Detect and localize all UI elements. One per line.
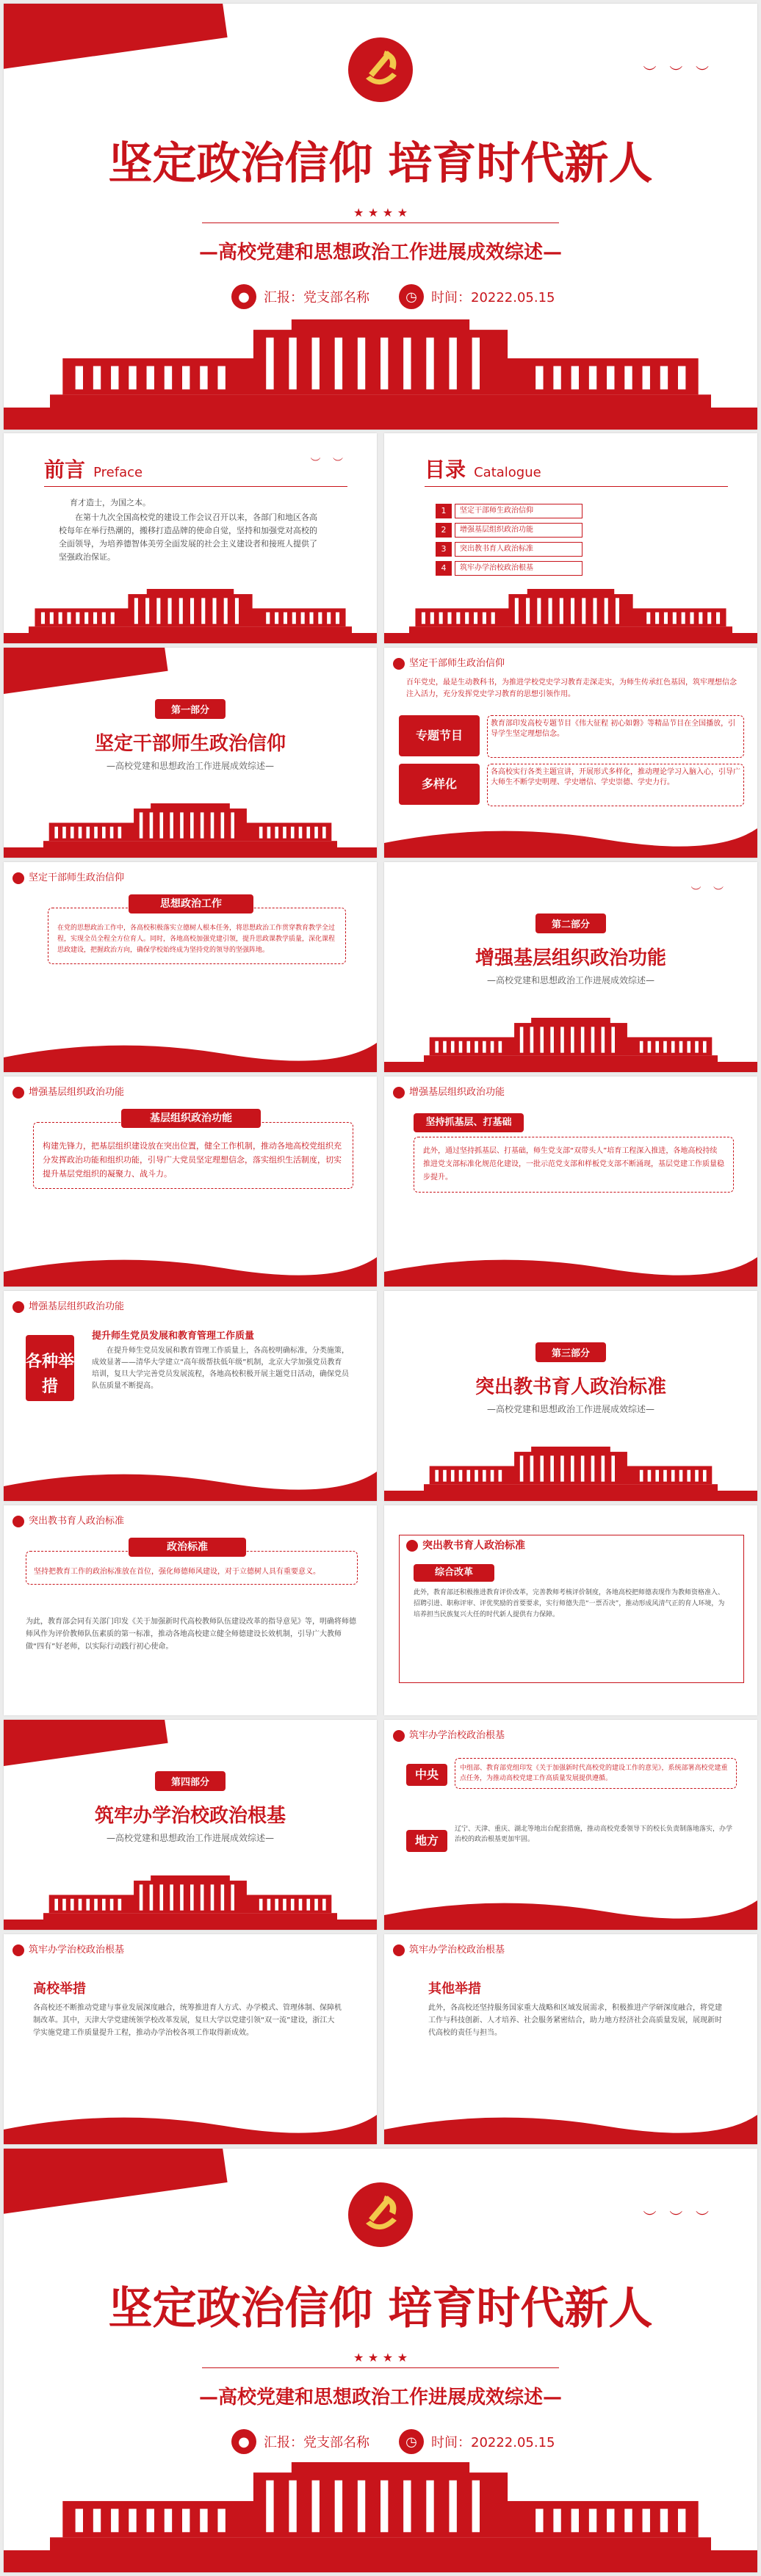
body-text: 各高校还不断推动党建与事业发展深度融合，统筹推进育人方式、办学模式、管理体制、保障机制改革。其中，天津大学党建统领学校改革发展，复旦大学以党建引领“双一流”建设，浙江大学实施党建工作质量提升工程，推动办学治校各项工作取得新成效。: [33, 2004, 342, 2037]
section-tag: 坚定干部师生政治信仰: [393, 655, 505, 670]
heading: 提升师生党员发展和教育管理工作质量: [92, 1331, 255, 1342]
part-badge: 第四部分: [155, 1771, 226, 1791]
part-subtitle: —高校党建和思想政治工作进展成效综述—: [486, 975, 654, 985]
item-number: 1: [436, 504, 452, 518]
cover-stars: ★ ★ ★ ★: [353, 206, 408, 220]
reporter-label: 汇报：党支部名称: [264, 2435, 369, 2450]
birds-icon: ︶ ︶: [690, 886, 728, 898]
box-text: 此外，通过坚持抓基层、打基础，师生党支部“双带头人”培育工程深入推进，各地高校持续推进党支部标准化规范化建设，一批示范党支部和样板党支部不断涌现，基层党建工作质量稳步提升。: [414, 1137, 734, 1193]
preface-p2: 在第十九次全国高校党的建设工作会议召开以来，各部门和地区各高校每年在举行热潮的，搬移打造品牌的使命自觉，坚持和加强党对高校的全面领导，为培养德智体美劳全面发展的社会主义建设者和接班人提供了坚强政治保证。: [59, 513, 317, 562]
box-text: 在党的思想政治工作中，各高校积极落实立德树人根本任务，将思想政治工作贯穿教育教学全过程，实现全员全程全方位育人。同时，各地高校加强党建引领，提升思政课教学质量，深化课程思政建设，把握政治方向，确保学校始终成为坚持党的领导的坚强阵地。: [48, 908, 346, 964]
catalogue-item-3[interactable]: [436, 542, 583, 557]
item-label: 突出教书育人政治标准: [455, 542, 583, 557]
ground-band: [4, 847, 377, 858]
end-slide: [4, 2149, 757, 2572]
block2-title: 多样化: [399, 764, 480, 805]
row1-text: 中组部、教育部党组印发《关于加强新时代高校党的建设工作的意见》，系统部署高校党建重点任务，为推动高校党建工作高质量发展提供遵循。: [455, 1758, 737, 1789]
wave-decoration: [384, 1242, 757, 1287]
section-tag: 突出教书育人政治标准: [406, 1538, 525, 1552]
divider-line: [202, 2367, 559, 2368]
part-subtitle: —高校党建和思想政治工作进展成效综述—: [106, 761, 274, 771]
building-illustration: [50, 2462, 711, 2550]
catalogue-title-en: Catalogue: [474, 465, 541, 480]
part1-slide: [4, 648, 377, 858]
part3-slide: [384, 1291, 757, 1501]
cover-slide: [4, 4, 757, 430]
part4-slide: [4, 1720, 377, 1930]
preface-slide: [4, 433, 377, 643]
building-illustration: [50, 319, 711, 408]
catalogue-item-2[interactable]: [436, 523, 583, 538]
block1-text: 教育部印发高校专题节目《伟大征程 初心如磐》等精品节目在全国播放，引导学生坚定理想信念。: [487, 715, 744, 758]
building-illustration: [424, 1018, 718, 1062]
catalogue-list: [436, 504, 583, 580]
cover-title: 坚定政治信仰 培育时代新人: [108, 138, 653, 189]
wave-decoration: [384, 1886, 757, 1930]
part-subtitle: —高校党建和思想政治工作进展成效综述—: [106, 1833, 274, 1843]
part-subtitle: —高校党建和思想政治工作进展成效综述—: [486, 1404, 654, 1414]
clock-icon: ◷: [399, 284, 424, 309]
part-title: 增强基层组织政治功能: [475, 947, 666, 969]
party-emblem-icon: [344, 33, 417, 106]
divider-line: [202, 222, 559, 223]
time-label: 时间：20222.05.15: [431, 290, 555, 305]
catalogue-item-1[interactable]: [436, 504, 583, 518]
catalogue-slide: [384, 433, 757, 643]
part-badge: 第一部分: [155, 699, 226, 719]
box-title: 坚持抓基层、打基础: [414, 1113, 524, 1132]
clock-icon: ◷: [399, 2429, 424, 2454]
preface-title: 前言: [44, 457, 86, 482]
body-text: 为此，教育部会同有关部门印发《关于加强新时代高校教师队伍建设改革的指导意见》等，明确将师德师风作为评价教师队伍素质的第一标准，推动各地高校建立健全师德建设长效机制，引导广大教师做“四有”好老师，以实际行动践行初心使命。: [26, 1618, 356, 1651]
part2-slide: [384, 862, 757, 1072]
section-tag: 增强基层组织政治功能: [393, 1084, 505, 1099]
part-badge: 第二部分: [535, 913, 606, 933]
block1-title: 专题节目: [399, 715, 480, 756]
ground-band: [4, 408, 757, 430]
part-title: 坚定干部师生政治信仰: [94, 733, 286, 755]
ground-band: [384, 1062, 757, 1072]
row2-text: 辽宁、天津、重庆、湖北等地出台配套措施，推动高校党委领导下的校长负责制落地落实，办学治校的政治根基更加牢固。: [455, 1826, 733, 1843]
ground-band: [384, 633, 757, 643]
content-slide-7: [4, 1077, 377, 1287]
body-text: 在提升师生党员发展和教育管理工作质量上，各高校明确标准，分类施策，成效显著——清华大学建立“高年级帮扶低年级”机制，北京大学加强党员教育培训，复旦大学完善党员发展流程，各地高校积极开展主题党日活动，确保党员队伍质量不断提高。: [92, 1347, 349, 1390]
birds-icon: ︶ ︶: [310, 457, 347, 469]
item-label: 坚定干部师生政治信仰: [455, 504, 583, 518]
content-slide-14: [384, 1720, 757, 1930]
box-title: 综合改革: [414, 1564, 494, 1582]
box-title: 思想政治工作: [129, 894, 253, 913]
row2-label: 地方: [406, 1830, 447, 1852]
box-text: 构建先锋力，把基层组织建设放在突出位置，健全工作机制，推动各地高校党组织充分发挥政治功能和组织功能，引导广大党员坚定理想信念，落实组织生活制度，切实提升基层党组织的凝聚力、战斗力。: [33, 1122, 353, 1189]
part-badge: 第三部分: [535, 1342, 606, 1362]
reporter-row: [231, 284, 555, 309]
time-label: 时间：20222.05.15: [431, 2435, 555, 2450]
wave-decoration: [4, 2100, 377, 2144]
preface-p1: 育才造士，为国之本。: [70, 498, 151, 507]
intro-text: 百年党史，最是生动教科书，为推进学校党史学习教育走深走实，为师生传承红色基因，筑牢理想信念注入活力，充分发挥党史学习教育的思想引领作用。: [406, 679, 737, 698]
reporter-label: 汇报：党支部名称: [264, 290, 369, 305]
part-title: 筑牢办学治校政治根基: [94, 1805, 286, 1827]
content-slide-16: [384, 1934, 757, 2144]
catalogue-title: 目录: [425, 457, 466, 482]
box-title: 政治标准: [129, 1538, 246, 1557]
row1-label: 中央: [406, 1764, 447, 1786]
catalogue-item-4[interactable]: [436, 561, 583, 576]
side-title: 各种举措: [26, 1335, 74, 1401]
content-slide-12: [384, 1505, 757, 1715]
box-title: 基层组织政治功能: [121, 1109, 261, 1128]
birds-icon: ︶ ︶ ︶: [643, 65, 713, 81]
section-tag: 增强基层组织政治功能: [12, 1084, 124, 1099]
item-label: 筑牢办学治校政治根基: [455, 561, 583, 576]
preface-title-row: [44, 454, 143, 483]
wave-decoration: [4, 1242, 377, 1287]
building-illustration: [29, 589, 352, 633]
corner-decoration: [4, 648, 168, 698]
item-label: 增强基层组织政治功能: [455, 523, 583, 538]
ground-band: [384, 1491, 757, 1501]
user-icon: ●: [231, 284, 256, 309]
ground-band: [4, 633, 377, 643]
section-tag: 筑牢办学治校政治根基: [12, 1942, 124, 1956]
reporter-row: [231, 2429, 555, 2454]
end-title: 坚定政治信仰 培育时代新人: [108, 2283, 653, 2334]
party-emblem-icon: [344, 2178, 417, 2251]
preface-title-en: Preface: [93, 465, 143, 480]
user-icon: ●: [231, 2429, 256, 2454]
block2-text: 各高校实行各类主题宣讲，开展形式多样化，推动理论学习入脑入心，引导广大师生不断学史明理、学史增信、学史崇德、学史力行。: [487, 764, 744, 806]
section-tag: 筑牢办学治校政治根基: [393, 1727, 505, 1742]
wave-decoration: [384, 814, 757, 858]
block-title: 其他举措: [428, 1981, 481, 1997]
end-subtitle: —高校党建和思想政治工作进展成效综述—: [198, 2387, 562, 2409]
wave-decoration: [4, 1028, 377, 1072]
building-illustration: [424, 1447, 718, 1491]
content-slide-15: [4, 1934, 377, 2144]
corner-decoration: [4, 4, 228, 72]
content-slide-9: [4, 1291, 377, 1501]
item-number: 4: [436, 561, 452, 576]
section-tag: 坚定干部师生政治信仰: [12, 869, 124, 884]
building-illustration: [43, 1875, 337, 1920]
cover-subtitle: —高校党建和思想政治工作进展成效综述—: [198, 242, 562, 264]
part-title: 突出教书育人政治标准: [475, 1376, 666, 1398]
ground-band: [4, 1920, 377, 1930]
section-tag: 增强基层组织政治功能: [12, 1298, 124, 1313]
section-tag: 筑牢办学治校政治根基: [393, 1942, 505, 1956]
block-title: 高校举措: [33, 1981, 86, 1997]
end-stars: ★ ★ ★ ★: [353, 2351, 408, 2365]
corner-decoration: [4, 1720, 168, 1770]
catalogue-line: [425, 486, 728, 487]
wave-decoration: [4, 1457, 377, 1501]
item-number: 3: [436, 542, 452, 557]
building-illustration: [409, 589, 732, 633]
wave-decoration: [384, 2100, 757, 2144]
body-text: 此外，各高校还坚持服务国家重大战略和区域发展需求，积极推进产学研深度融合，将党建工作与科技创新、人才培养、社会服务紧密结合，助力地方经济社会高质量发展，展现新时代高校的责任与担当。: [428, 2004, 722, 2037]
content-slide-4: [384, 648, 757, 858]
content-slide-5: [4, 862, 377, 1072]
building-illustration: [43, 803, 337, 847]
catalogue-title-row: [425, 454, 541, 483]
birds-icon: ︶ ︶ ︶: [643, 2210, 713, 2226]
preface-line: [44, 486, 347, 487]
ground-band: [4, 2550, 757, 2572]
red-text: 坚持把教育工作的政治标准放在首位，强化师德师风建设，对于立德树人具有重要意义。: [26, 1551, 358, 1585]
item-number: 2: [436, 523, 452, 538]
corner-decoration: [4, 2149, 228, 2217]
content-slide-11: [4, 1505, 377, 1715]
section-tag: 突出教书育人政治标准: [12, 1513, 124, 1527]
body-text: 此外，教育部还积极推进教育评价改革，完善教师考核评价制度，各地高校把师德表现作为教师资格准入、招聘引进、职称评审、评优奖励的首要要求，实行师德失范“一票否决”，推动形成风清气正的育人环境，为培养担当民族复兴大任的时代新人提供有力保障。: [414, 1589, 725, 1618]
content-slide-8: [384, 1077, 757, 1287]
